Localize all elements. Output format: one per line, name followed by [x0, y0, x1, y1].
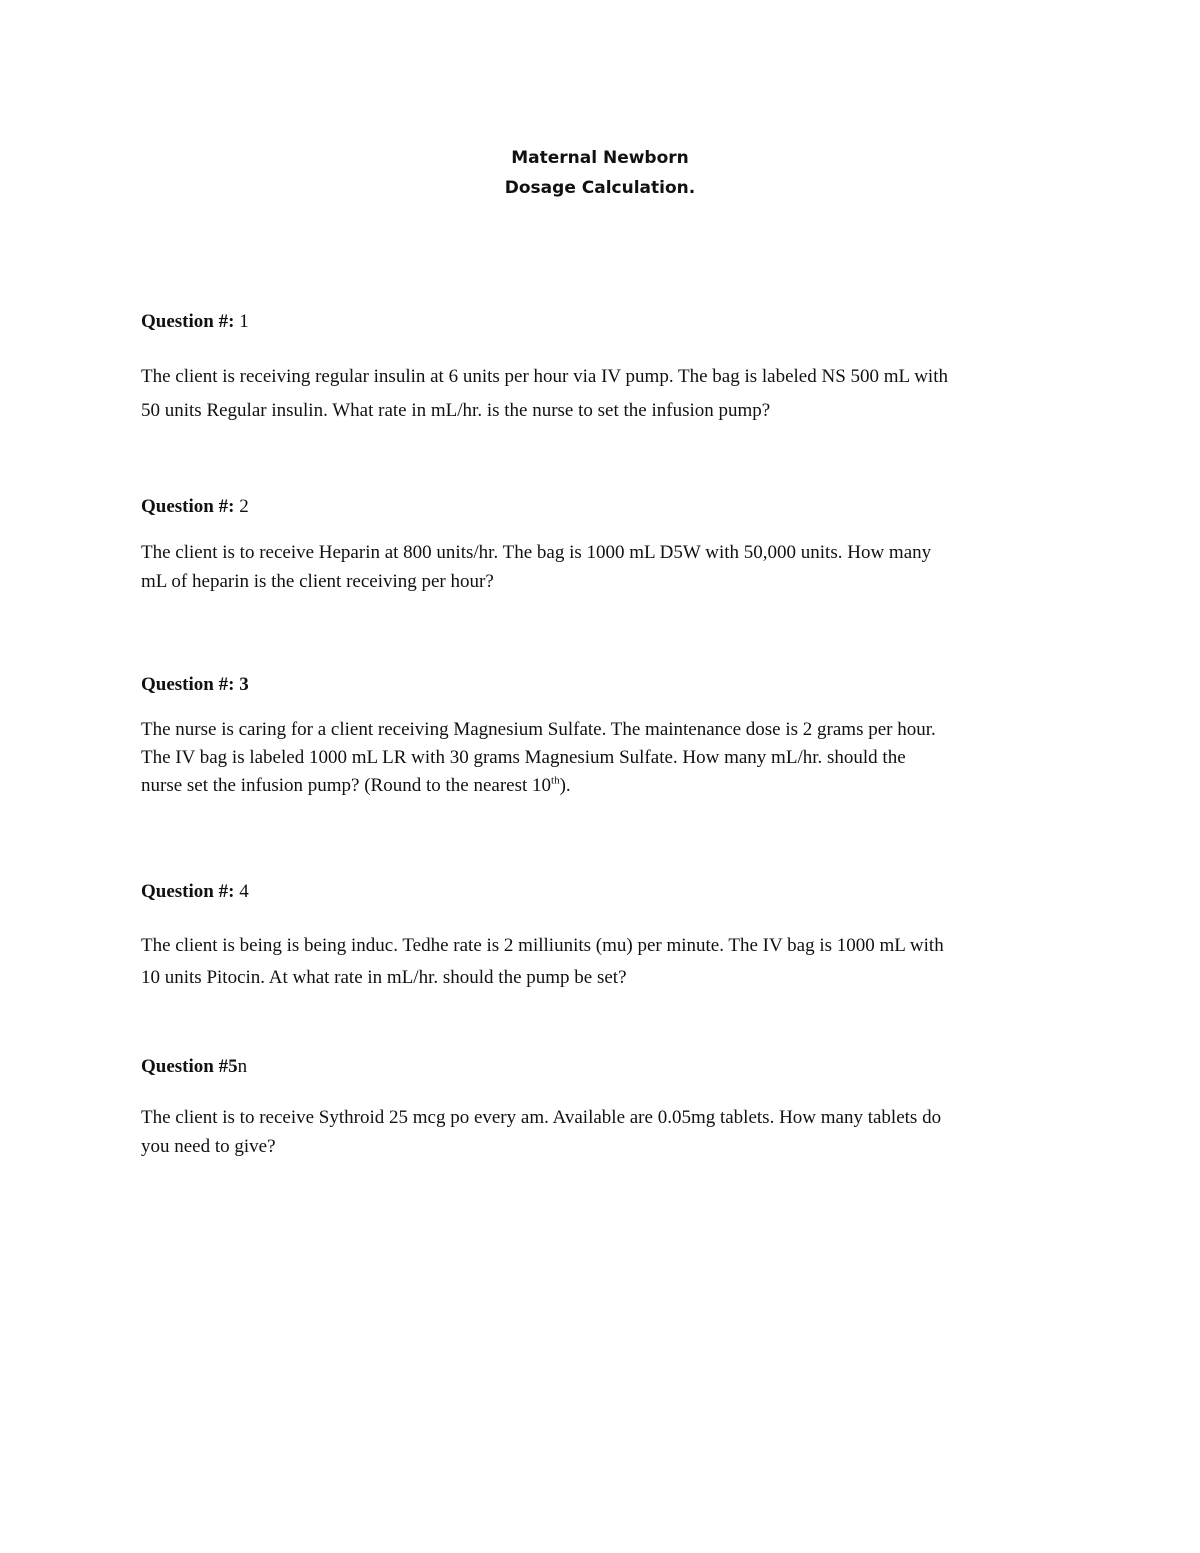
question-3 [141, 673, 1071, 800]
question-number: 3 [234, 674, 249, 695]
document-title [0, 143, 1200, 203]
question-text-line [141, 772, 1071, 800]
question-label: Question #: [141, 311, 235, 332]
title-line-1: Maternal Newborn [511, 148, 689, 168]
question-text-fragment: ). [559, 775, 571, 796]
question-number: 1 [234, 311, 249, 332]
question-text [141, 930, 1071, 994]
question-text [141, 716, 1071, 800]
title-line-2: Dosage Calculation. [504, 178, 696, 198]
question-label: Question #5 [141, 1056, 238, 1077]
question-4 [141, 880, 1071, 994]
question-text-fragment: nurse set the infusion pump? (Round to the nearest 10 [141, 775, 552, 796]
question-label: Question #: [141, 881, 235, 902]
question-text [141, 538, 1071, 596]
question-text-line: The nurse is caring for a client receiving Magnesium Sulfate. The maintenance dose is 2 grams per hour. [141, 719, 936, 740]
ordinal-superscript: th [551, 774, 560, 787]
question-heading [141, 880, 1071, 904]
question-heading [141, 310, 1071, 334]
question-number: 4 [234, 881, 249, 902]
question-1 [141, 310, 1071, 428]
question-2 [141, 495, 1071, 596]
question-5 [141, 1055, 1071, 1161]
question-label: Question #: [141, 496, 235, 517]
question-text-line: The client is being is being induc. Tedhe rate is 2 milliunits (mu) per minute. The IV bag is 1000 mL with [141, 935, 944, 956]
question-text [141, 360, 1071, 428]
question-text-line: The client is receiving regular insulin at 6 units per hour via IV pump. The bag is labeled NS 500 mL with [141, 366, 948, 387]
question-text-line: you need to give? [141, 1136, 276, 1157]
question-number: 2 [234, 496, 249, 517]
question-text-line: The client is to receive Sythroid 25 mcg po every am. Available are 0.05mg tablets. How many tablets do [141, 1107, 942, 1128]
question-text-line: The IV bag is labeled 1000 mL LR with 30 grams Magnesium Sulfate. How many mL/hr. should the [141, 747, 906, 768]
question-text-line: mL of heparin is the client receiving per hour? [141, 571, 494, 592]
question-heading [141, 495, 1071, 519]
question-text-line: 50 units Regular insulin. What rate in mL/hr. is the nurse to set the infusion pump? [141, 400, 771, 421]
question-label: Question #: [141, 674, 235, 695]
question-text-line: The client is to receive Heparin at 800 units/hr. The bag is 1000 mL D5W with 50,000 units. How many [141, 542, 932, 563]
question-number: n [237, 1056, 248, 1077]
question-heading [141, 673, 1071, 697]
question-text-line: 10 units Pitocin. At what rate in mL/hr. should the pump be set? [141, 967, 627, 988]
question-heading [141, 1055, 1071, 1079]
question-text [141, 1103, 1071, 1161]
